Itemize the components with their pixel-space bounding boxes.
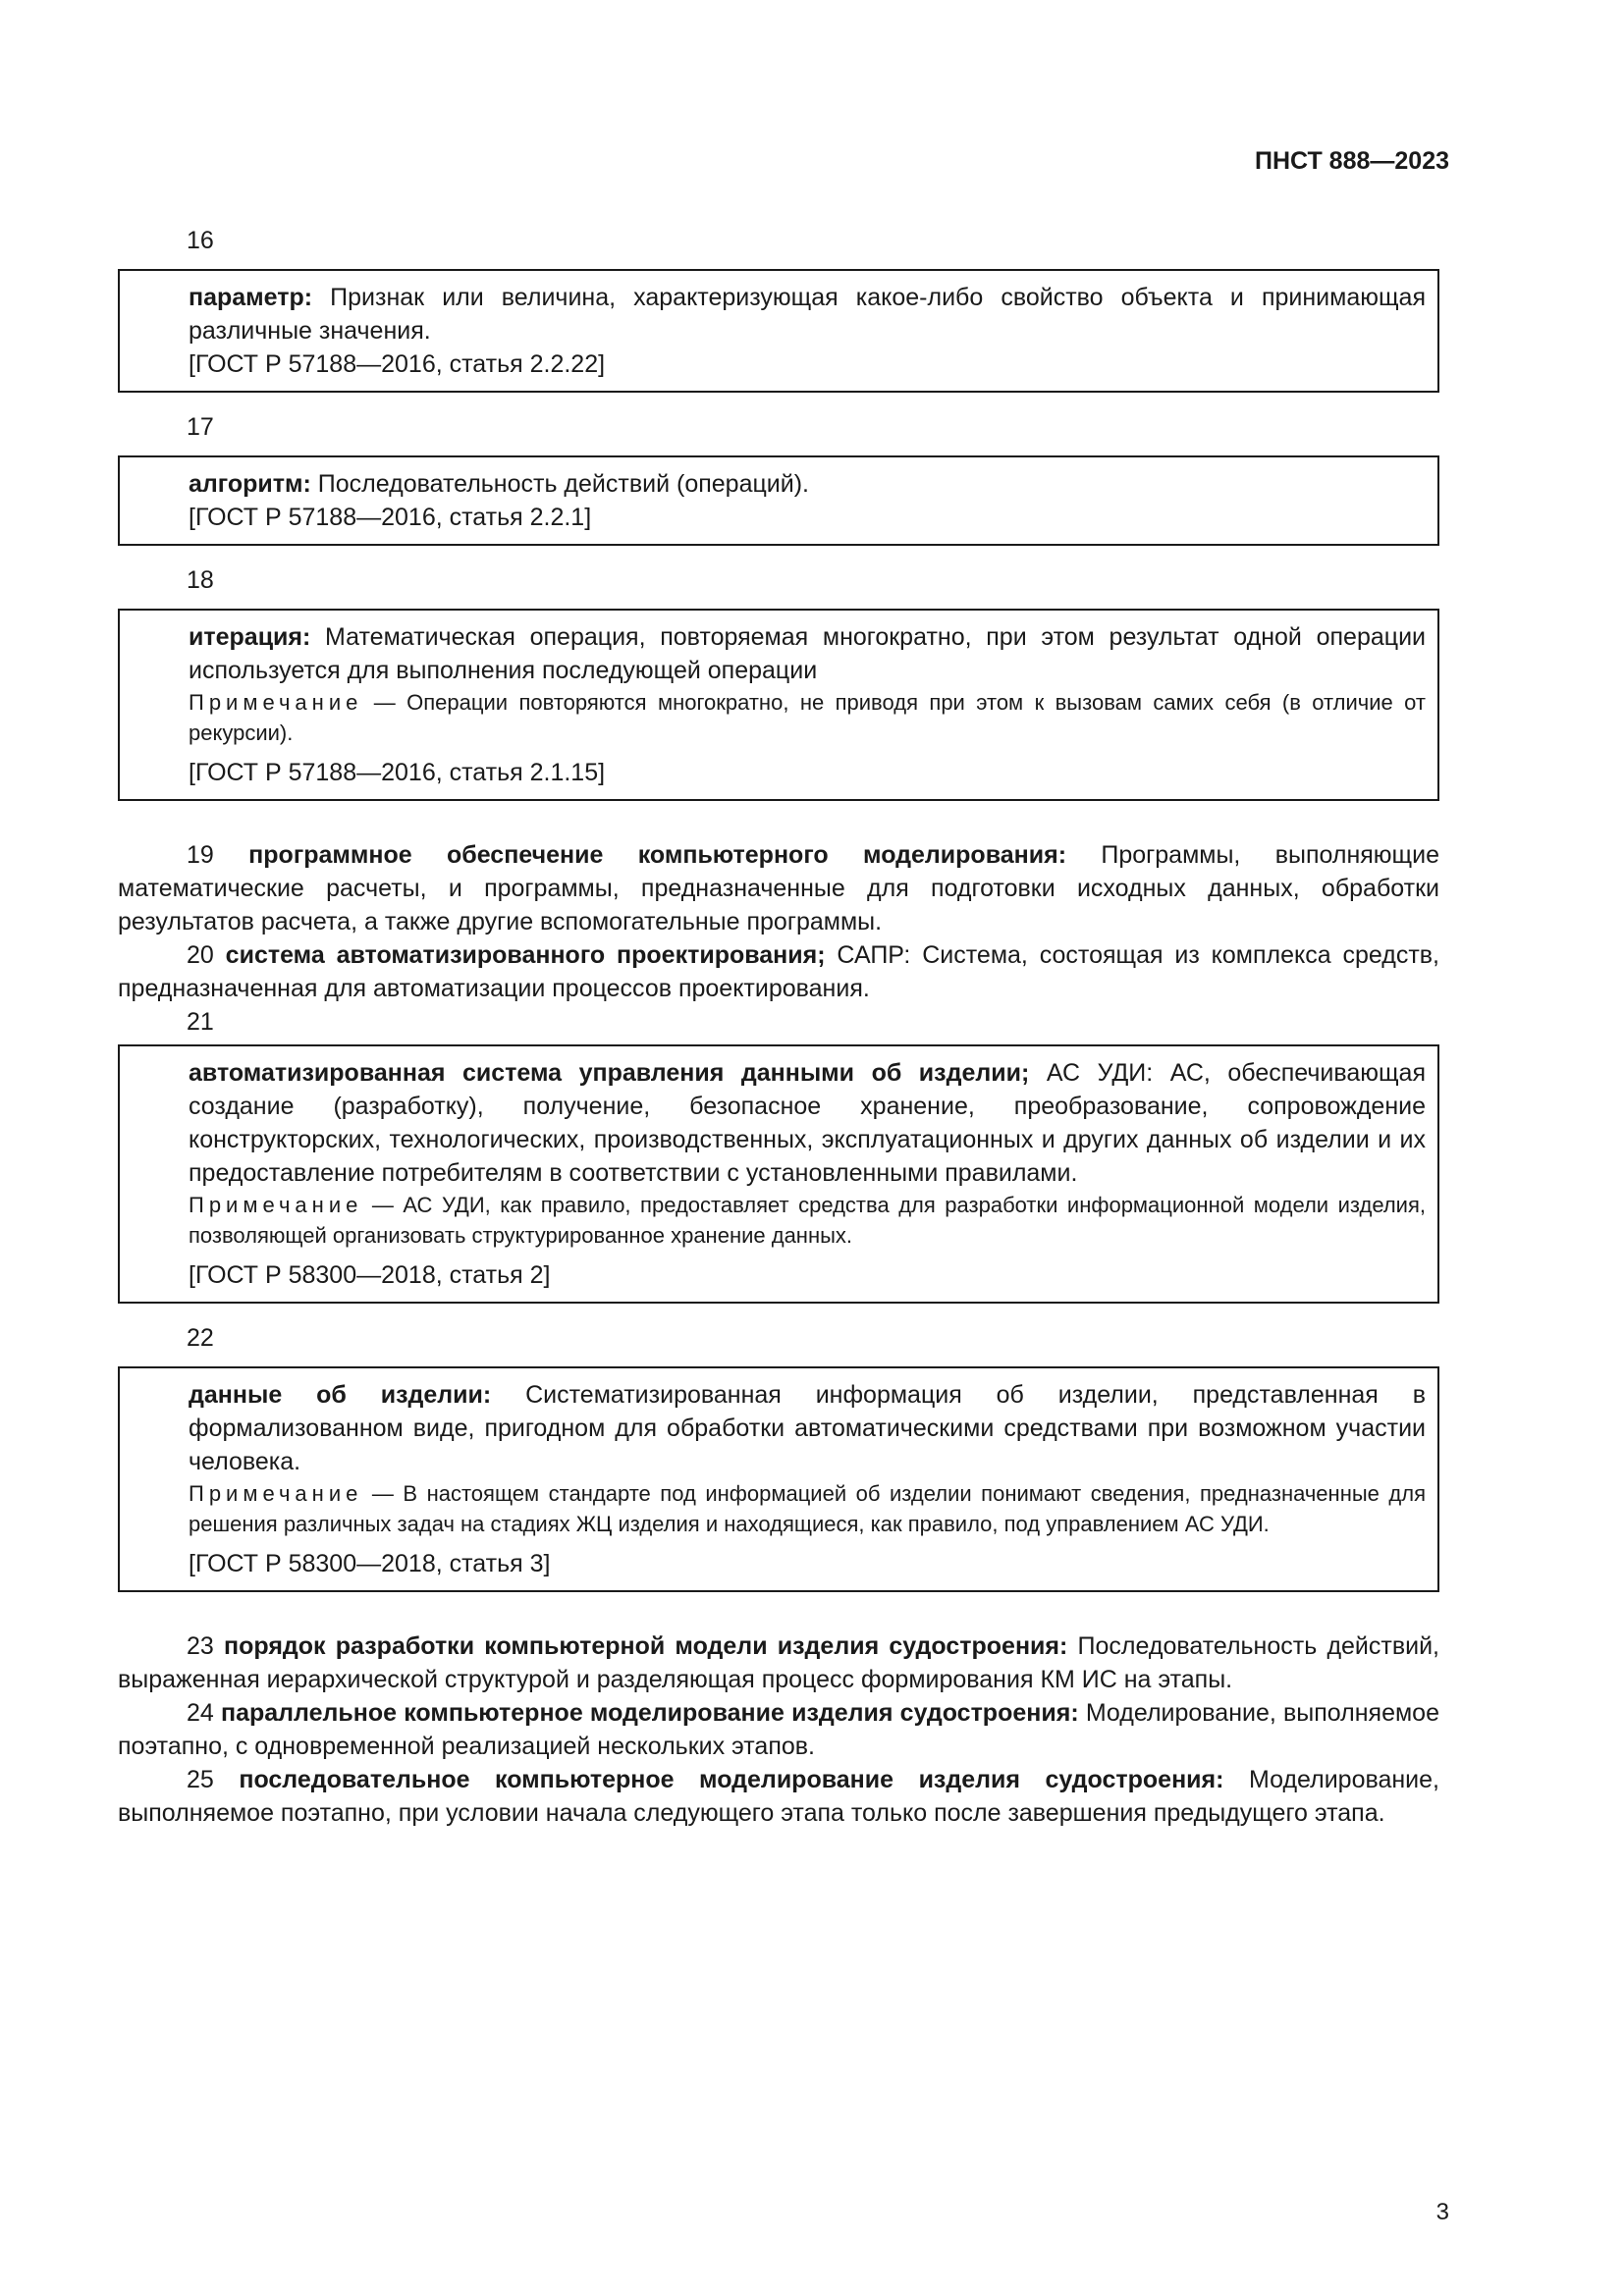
note-text: — В настоящем стандарте под информацией об изделии понимают сведения, предназначенные для решения различных задач на стадиях ЖЦ изделия и находящиеся, как правило, под управлением АС УДИ. xyxy=(189,1481,1426,1536)
term-plain-24 xyxy=(118,1696,1439,1763)
term-text: САПР: Система, состоящая из комплекса средств, предназначенная для автоматизации процессов проектирования. xyxy=(118,941,1439,1002)
page-number: 3 xyxy=(1435,2199,1449,2225)
term-text: Моделирование, выполняемое поэтапно, при условии начала следующего этапа только после завершения предыдущего этапа. xyxy=(118,1766,1439,1827)
term-box-18 xyxy=(118,609,1439,801)
terms-content xyxy=(118,224,1439,1830)
term-note xyxy=(189,1478,1426,1539)
term-text: Программы, выполняющие математические расчеты, и программы, предназначенные для подготовки исходных данных, обработки результатов расчета, а также другие вспомогательные программы. xyxy=(118,841,1439,935)
term-name: порядок разработки компьютерной модели изделия судостроения: xyxy=(224,1632,1068,1660)
term-name: итерация: xyxy=(189,623,311,651)
note-text: — Операции повторяются многократно, не приводя при этом к вызовам самих себя (в отличие от рекурсии). xyxy=(189,690,1426,745)
term-box-17 xyxy=(118,455,1439,546)
term-number: 24 xyxy=(187,1699,214,1727)
term-reference: [ГОСТ Р 58300—2018, статья 2] xyxy=(189,1261,551,1289)
term-text: Последовательность действий, выраженная иерархической структурой и разделяющая процесс формирования КМ ИС на этапы. xyxy=(118,1632,1440,1693)
term-text: Признак или величина, характеризующая какое-либо свойство объекта и принимающая различные значения. xyxy=(189,284,1426,345)
term-name: программное обеспечение компьютерного моделирования: xyxy=(248,841,1067,869)
term-number: 18 xyxy=(187,566,214,594)
term-text: Математическая операция, повторяемая многократно, при этом результат одной операции используется для выполнения последующей операции xyxy=(189,623,1426,684)
term-number: 25 xyxy=(187,1766,214,1793)
term-name: параллельное компьютерное моделирование изделия судостроения: xyxy=(221,1699,1079,1727)
term-number: 23 xyxy=(187,1632,214,1660)
term-definition xyxy=(189,467,1426,501)
term-text: Моделирование, выполняемое поэтапно, с одновременной реализацией нескольких этапов. xyxy=(118,1699,1439,1760)
term-box-16 xyxy=(118,269,1439,393)
term-box-21 xyxy=(118,1044,1439,1304)
term-note xyxy=(189,1190,1426,1251)
term-plain-25 xyxy=(118,1763,1439,1830)
document-code: ПНСТ 888—2023 xyxy=(1255,147,1449,175)
term-number: 19 xyxy=(187,841,214,869)
term-number: 22 xyxy=(187,1324,214,1352)
note-label: Примечание xyxy=(189,690,363,715)
term-definition xyxy=(189,281,1426,347)
term-name: автоматизированная система управления данными об изделии; xyxy=(189,1059,1030,1087)
term-name: система автоматизированного проектирования; xyxy=(225,941,826,969)
term-text: АС УДИ: АС, обеспечивающая создание (разработку), получение, безопасное хранение, преобразование, сопровождение конструкторских, технологических, производственных, эксплуатационных и других данных об изделии и их предоставление потребителям в соответствии с установленными правилами. xyxy=(189,1059,1426,1187)
term-reference: [ГОСТ Р 57188—2016, статья 2.2.1] xyxy=(189,504,592,531)
term-note xyxy=(189,687,1426,748)
note-label: Примечание xyxy=(189,1481,363,1506)
term-text: Последовательность действий (операций). xyxy=(310,470,809,498)
note-text: — АС УДИ, как правило, предоставляет средства для разработки информационной модели изделия, позволяющей организовать структурированное хранение данных. xyxy=(189,1193,1426,1248)
term-definition xyxy=(189,1378,1426,1478)
term-name: последовательное компьютерное моделирование изделия судостроения: xyxy=(239,1766,1224,1793)
term-plain-20 xyxy=(118,938,1439,1005)
term-text: Систематизированная информация об изделии, представленная в формализованном виде, пригодном для обработки автоматическими средствами при возможном участии человека. xyxy=(189,1381,1427,1475)
term-number: 21 xyxy=(187,1008,214,1036)
term-reference: [ГОСТ Р 58300—2018, статья 3] xyxy=(189,1550,551,1577)
term-name: данные об изделии: xyxy=(189,1381,492,1409)
term-reference: [ГОСТ Р 57188—2016, статья 2.1.15] xyxy=(189,759,606,786)
term-number: 17 xyxy=(187,413,214,441)
term-plain-23 xyxy=(118,1629,1439,1696)
term-definition xyxy=(189,620,1426,687)
note-label: Примечание xyxy=(189,1193,363,1217)
term-box-22 xyxy=(118,1366,1439,1592)
term-reference: [ГОСТ Р 57188—2016, статья 2.2.22] xyxy=(189,350,606,378)
term-plain-19 xyxy=(118,838,1439,938)
term-definition xyxy=(189,1056,1426,1190)
term-number: 16 xyxy=(187,227,214,254)
term-name: параметр: xyxy=(189,284,313,311)
term-name: алгоритм: xyxy=(189,470,311,498)
term-number: 20 xyxy=(187,941,214,969)
